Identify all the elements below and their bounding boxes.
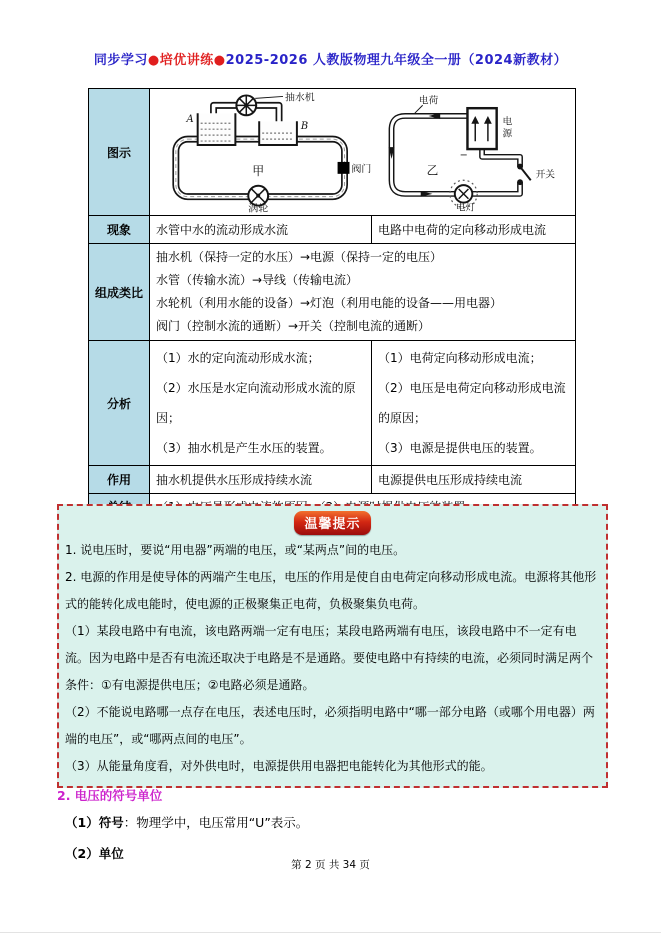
diagram-jia-label: 甲 [252,163,265,178]
lamp-label: 电灯 [456,202,476,213]
header-series-label: 同步学习 [93,53,148,68]
header-course-label: 培优讲练 [159,53,214,68]
analysis-electric-cell [372,341,576,466]
table-row [89,89,576,216]
section-title: 2. 电压的符号单位 [57,788,163,803]
tank-a-label: A [186,114,194,126]
illustration-cell [150,89,576,216]
tip-paragraph: （2）不能说电路哪一点存在电压，表述电压时，必须指明电路中“哪一部分电路（或哪个用电器）两端的电压”，或“哪两点间的电压”。 [65,705,595,746]
row-label-illustration: 图示 [89,89,150,216]
row-label-analysis: 分析 [89,341,150,466]
badge-row [65,511,600,535]
analogy-cell [150,244,576,341]
page-bottom-edge [0,932,661,933]
pump-label: 抽水机 [284,92,315,104]
analysis-water-cell [150,341,372,466]
valve-icon [338,162,350,174]
analogy-line: 阀门（控制水流的通断）→开关（控制电流的通断） [156,319,431,333]
tip-paragraph: 2. 电源的作用是使导体的两端产生电压，电压的作用是使自由电荷定向移动形成电流。电源将其他形式的能转化成电能时，使电源的正极聚集正电荷，负极聚集负电荷。 [65,570,597,611]
analysis-line: （1）水的定向流动形成水流； [156,351,320,365]
function-electric: 电源提供电压形成持续电流 [372,466,576,494]
valve-label: 阀门 [351,163,372,175]
warm-tips-badge: 温馨提示 [294,511,370,535]
analogy-line: 水轮机（利用水能的设备）→灯泡（利用电能的设备——用电器） [156,296,503,310]
analysis-line: （2）电压是电荷定向移动形成电流的原因； [378,381,566,425]
analogy-line: 水管（传输水流）→导线（传输电流） [156,273,359,287]
tip-paragraph: （3）从能量角度看，对外供电时，电源提供用电器把电能转化为其他形式的能。 [65,759,493,773]
function-water: 抽水机提供水压形成持续水流 [150,466,372,494]
phenomenon-water: 水管中水的流动形成水流 [150,216,372,244]
water-electric-analogy-table [88,88,576,520]
analysis-line: （1）电荷定向移动形成电流； [378,351,542,365]
item-unit-lead: （2）单位 [65,846,124,861]
page-number-footer: 第 2 页 共 34 页 [291,859,370,871]
tip-paragraph: （1）某段电路中有电流，该电路两端一定有电压；某段电路两端有电压，该段电路中不一定有电流。因为电路中是否有电流还取决于电路是不是通路。要使电路中有持续的电流，必须同时满足两个条件：①有电源提供电压；②电路必须是通路。 [65,624,594,692]
electric-circuit-diagram [374,91,569,213]
analysis-line: （2）水压是水定向流动形成水流的原因； [156,381,356,425]
switch-icon [517,164,531,185]
tip-paragraph: 1. 说电压时，要说“用电器”两端的电压，或“某两点”间的电压。 [65,543,406,557]
section-item-symbol [65,812,308,833]
row-label-analogy: 组成类比 [89,244,150,341]
charge-label: 电荷 [419,95,439,107]
tank-b-label: B [300,121,309,133]
item-symbol-text: ：物理学中，电压常用“U”表示。 [123,815,309,830]
water-circuit-diagram [156,91,374,213]
analogy-line: 抽水机（保持一定的水压）→电源（保持一定的电压） [156,250,443,264]
header-dot: ● [213,53,226,68]
switch-label: 开关 [535,169,556,181]
phenomenon-electric: 电路中电荷的定向移动形成电流 [372,216,576,244]
row-label-phenomenon: 现象 [89,216,150,244]
battery-minus-label: − [459,149,469,161]
table-row [89,244,576,341]
warm-tips-box [57,504,608,788]
turbine-label: 涡轮 [248,203,269,213]
header-book-title: 2025-2026 人教版物理九年级全一册（2024新教材） [225,53,568,68]
table-row [89,341,576,466]
header-dot: ● [147,53,160,68]
analysis-line: （3）抽水机是产生水压的装置。 [156,441,332,455]
diagram-wrap [156,91,569,213]
source-label-2: 源 [502,128,513,140]
item-symbol-lead: （1）符号 [65,815,124,830]
analysis-line: （3）电源是提供电压的装置。 [378,441,542,455]
pump-icon [236,95,256,115]
table-row [89,216,576,244]
table-row [89,466,576,494]
row-label-function: 作用 [89,466,150,494]
battery-icon [468,108,497,149]
source-label-1: 电 [502,116,513,128]
diagram-yi-label: 乙 [426,163,439,178]
page-header [0,49,661,68]
